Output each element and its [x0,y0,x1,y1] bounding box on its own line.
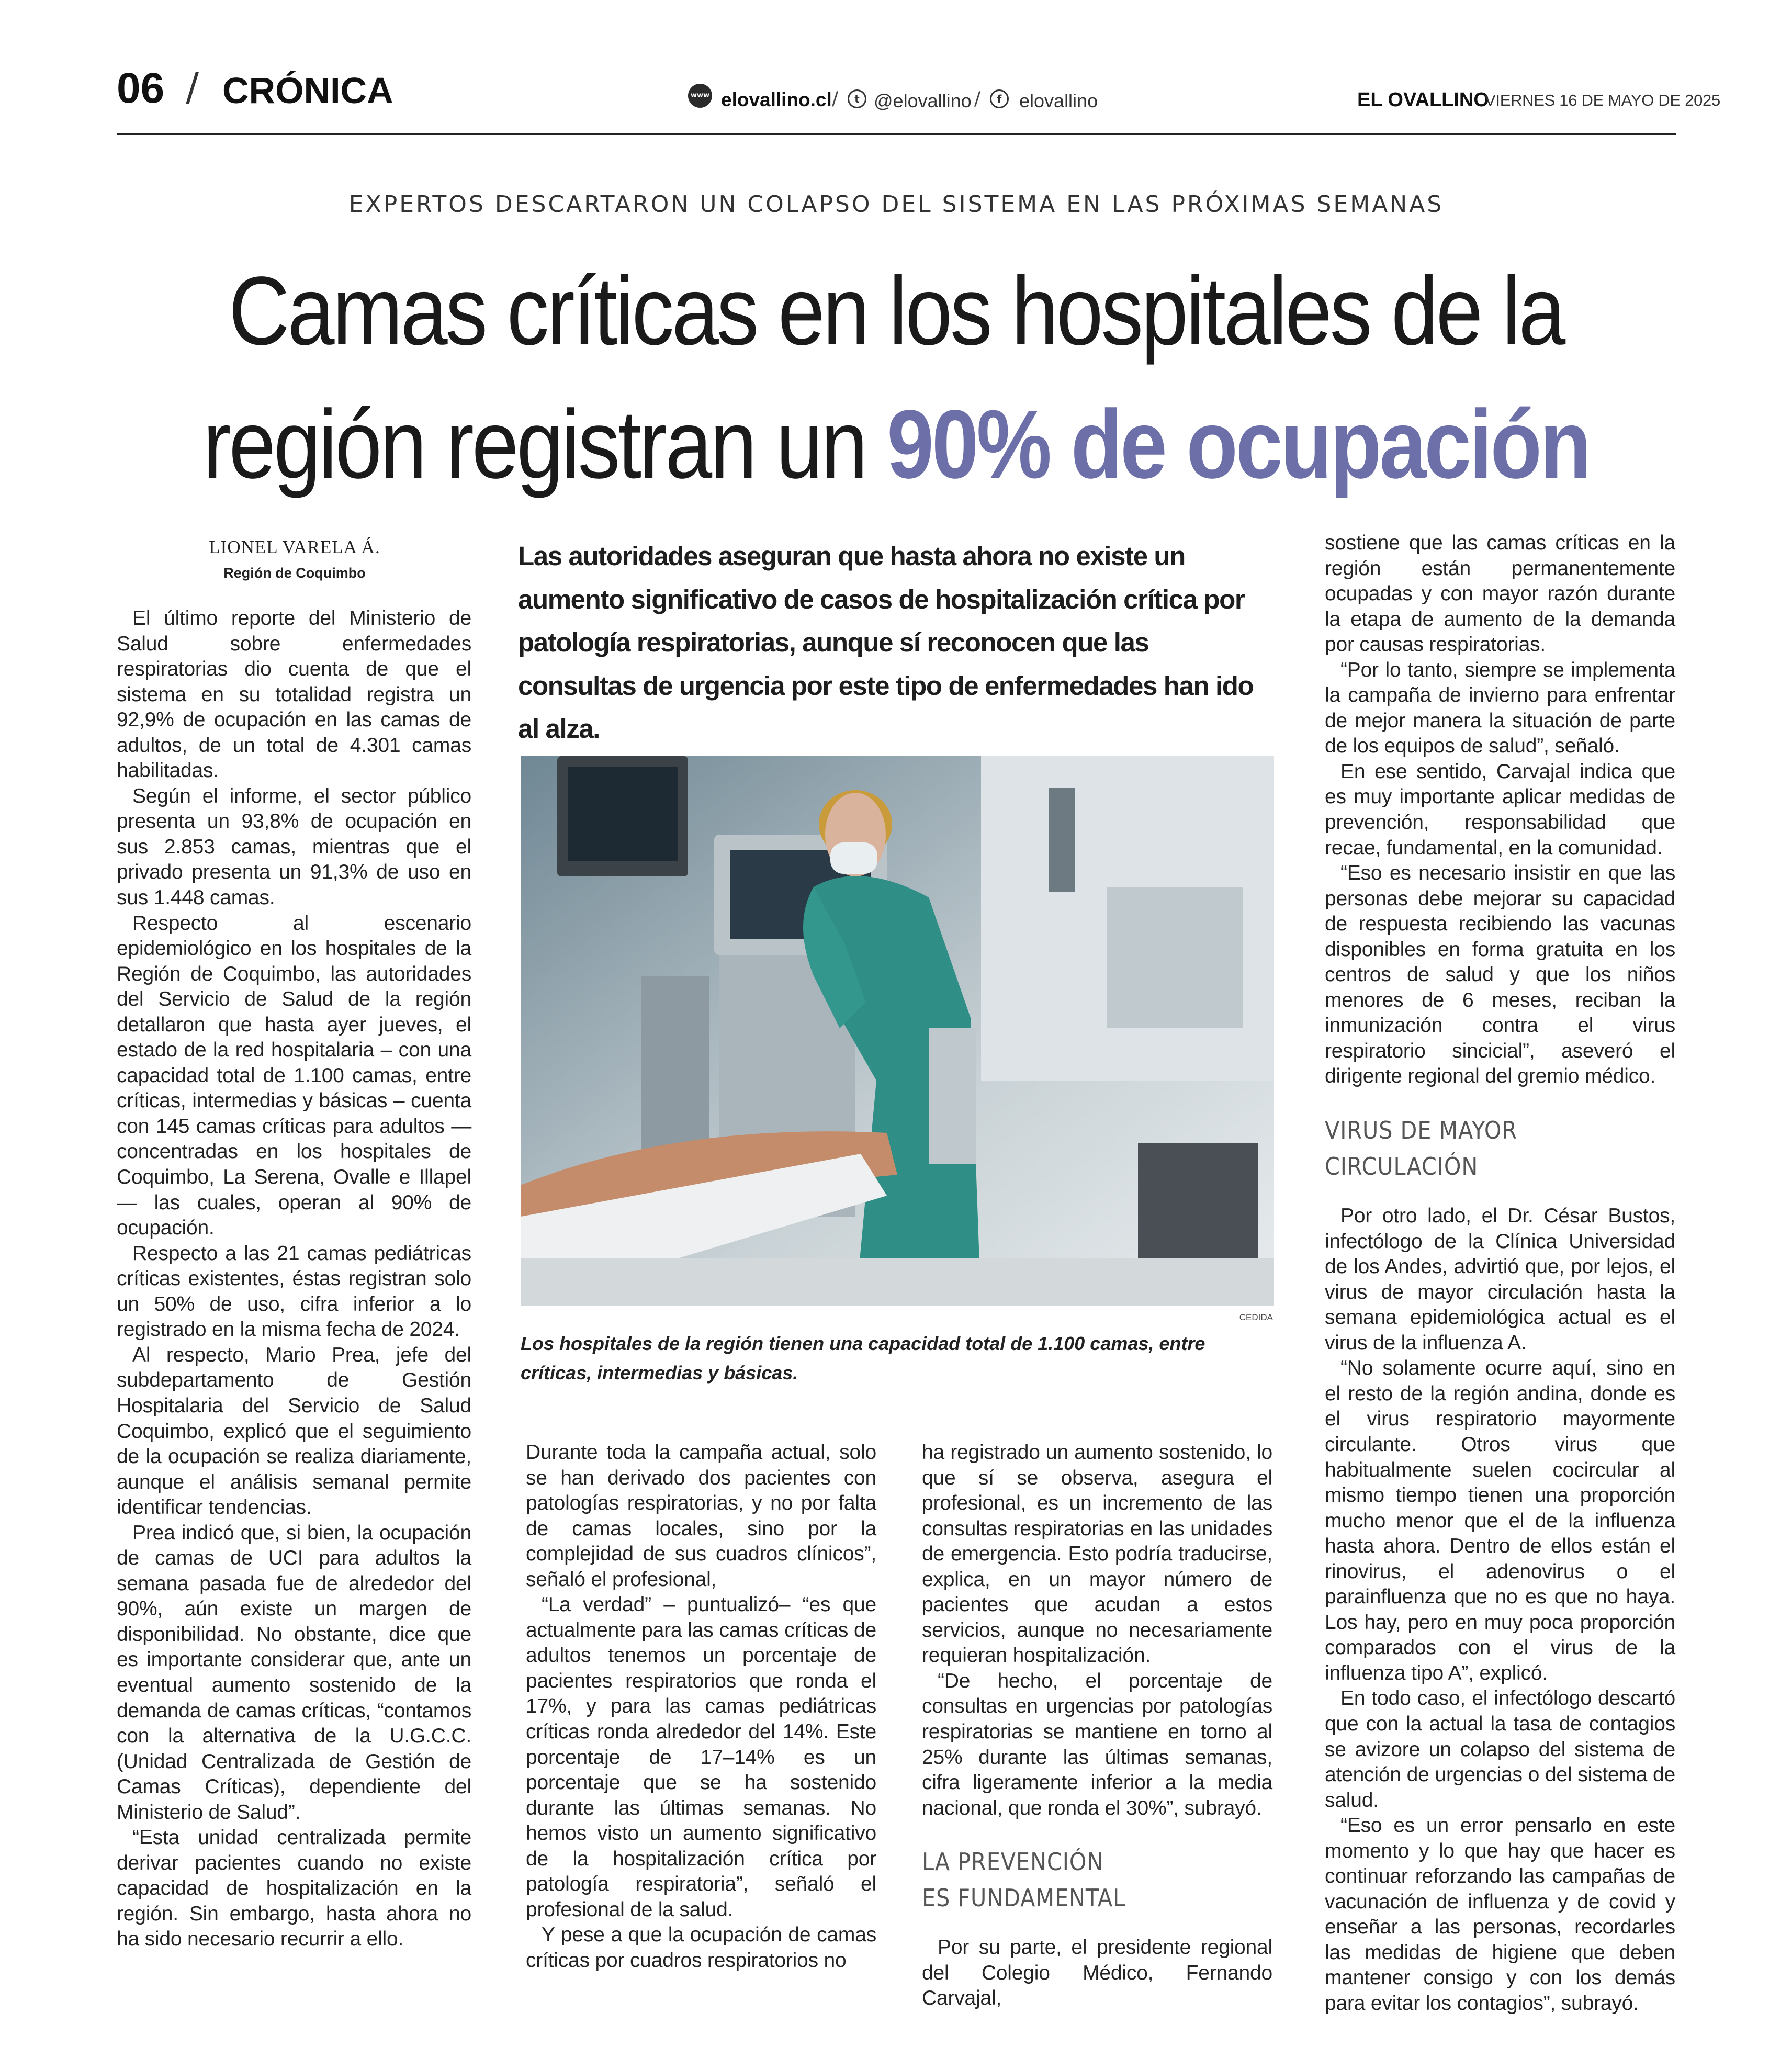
newspaper-name: EL OVALLINO [1357,89,1489,111]
paragraph: sostiene que las camas críticas en la región están permanentemente ocupadas y con mayor razón durante la etapa de aumento de la demanda por causas respiratorias. [1325,532,1675,656]
facebook-icon: f [990,89,1009,108]
divider-slash: / [186,65,199,110]
paragraph: “Eso es necesario insistir en que las personas debe mejorar su capacidad de respuesta recibiendo las vacunas disponibles en forma gratuita en los centros de salud y que los niños menores de 6 meses, reciban la inmunización contra el virus respiratorio sincicial”, aseveró el dirigente regional del gremio médico. [1325,862,1675,1088]
page-number: 06 [117,64,165,112]
column-1 [117,606,471,1952]
paragraph: “De hecho, el porcentaje de consultas en urgencias por patologías respiratorias se mantiene en torno al 25% durante las últimas semanas, cifra ligeramente inferior a la media nacional, que ronda el 30%”, subrayó. [922,1669,1272,1819]
paragraph: En todo caso, el infectólogo descartó que con la actual la tasa de contagios se avizore un colapso del sistema de atención de urgencias o del sistema de salud. [1325,1687,1675,1812]
photo-caption: Los hospitales de la región tienen una capacidad total de 1.100 camas, entre críticas, intermedias y básicas. [521,1333,1205,1384]
paragraph: En ese sentido, Carvajal indica que es muy importante aplicar medidas de prevención, responsabilidad que recae, fundamental, en la comunidad. [1325,760,1675,859]
paragraph: “Eso es un error pensarlo en este momento y lo que hay que hacer es continuar reforzando las campañas de vacunación de influenza y de covid y enseñar a las personas, recordarles las medidas de higiene que deben mantener consigo y con los demás para evitar los contagios”, subrayó. [1325,1814,1675,2015]
column-3 [922,1440,1272,2011]
article-photo [521,756,1274,1306]
paragraph: Al respecto, Mario Prea, jefe del subdepartamento de Gestión Hospitalaria del Servicio de Salud Coquimbo, explicó que el seguimiento de la ocupación se realiza diariamente, aunque el análisis semanal permite identificar tendencias. [117,1343,471,1519]
paragraph: Prea indicó que, si bien, la ocupación de camas de UCI para adultos la semana pasada fue de alrededor del 90%, aún existe un margen de disponibilidad. No obstante, dice que es importante considerar que, ante un eventual aumento sostenido de la demanda de camas críticas, “contamos con la alternativa de la U.G.C.C. (Unidad Centralizada de Gestión de Camas Críticas), dependiente del Ministerio de Salud”. [117,1521,471,1824]
paragraph: Respecto al escenario epidemiológico en los hospitales de la Región de Coquimbo, las autoridades del Servicio de Salud de la región detallaron que hasta ayer jueves, el estado de la red hospitalaria – con una capacidad total de 1.100 camas, entre críticas, intermedias y básicas – cuenta con 145 camas críticas para adultos —concentradas en los hospitales de Coquimbo, La Serena, Ovalle e Illapel— las cuales, operan al 90% de ocupación. [117,912,471,1240]
paragraph: Por su parte, el presidente regional del Colegio Médico, Fernando Carvajal, [922,1936,1272,2010]
paragraph: Y pese a que la ocupación de camas críticas por cuadros respiratorios no [526,1924,876,1972]
issue-date: VIERNES 16 DE MAYO DE 2025 [1485,91,1720,109]
paragraph: Durante toda la campaña actual, solo se han derivado dos pacientes con patologías respiratorias, y no por falta de camas locales, sino por la complejidad de sus cuadros clínicos”, señaló el profesional, [526,1441,876,1591]
column-4 [1325,531,1675,2017]
photo-credit: CEDIDA [1239,1312,1273,1322]
hospital-scene-image [521,756,1274,1306]
lead-paragraph: Las autoridades aseguran que hasta ahora no existe un aumento significativo de casos de hospitalización crítica por patología respiratorias, aunque sí reconocen que las consultas de urgencia por este tipo de enfermedades han ido al alza. [518,541,1254,744]
globe-icon: www [688,84,712,108]
paragraph: Según el informe, el sector público presenta un 93,8% de ocupación en sus 2.853 camas, mientras que el privado presenta un 91,3% de uso en sus 1.448 camas. [117,784,471,909]
subheading-prevention: LA PREVENCIÓN ES FUNDAMENTAL [922,1848,1126,1913]
column-2 [526,1440,876,1973]
twitter-link[interactable]: @elovallino [874,90,972,111]
kicker: EXPERTOS DESCARTARON UN COLAPSO DEL SISTEMA EN LAS PRÓXIMAS SEMANAS [348,191,1444,218]
headline-highlight: 90% de ocupación [887,390,1590,499]
byline-region: Región de Coquimbo [223,565,366,581]
facebook-link[interactable]: elovallino [1019,90,1098,111]
divider-slash: / [832,88,839,109]
twitter-icon: t [848,89,866,108]
website-link[interactable]: elovallino.cl [721,89,832,110]
header-rule [117,133,1676,135]
paragraph: “No solamente ocurre aquí, sino en el resto de la región andina, donde es el virus respiratorio mayormente circulante. Otros virus que habitualmente suelen cocircular al mismo tiempo tienen una proporción mucho menor que el de la influenza hasta ahora. Dentro de ellos están el rinovirus, el adenovirus o el parainfluenza que no es que no haya. Los hay, pero en muy poca proporción comparados con el virus de la influenza tipo A”, explicó. [1325,1357,1675,1684]
paragraph: ha registrado un aumento sostenido, lo que sí se observa, asegura el profesional, es un incremento de las consultas respiratorias en las unidades de emergencia. Esto podría traducirse, explica, en un mayor número de pacientes que acudan a estos servicios, aunque no necesariamente requieran hospitalización. [922,1441,1272,1667]
subheading-virus: VIRUS DE MAYOR CIRCULACIÓN [1325,1116,1518,1181]
section-title: CRÓNICA [222,70,393,111]
paragraph: “Esta unidad centralizada permite derivar pacientes cuando no existe capacidad de hospitalización en la región. Sin embargo, hasta ahora no ha sido necesario recurrir a ello. [117,1826,471,1951]
paragraph: El último reporte del Ministerio de Salud sobre enfermedades respiratorias dio cuenta de que el sistema en su totalidad registra un 92,9% de ocupación en las camas de adultos, de un total de 4.301 camas habilitadas. [117,607,471,782]
paragraph: “La verdad” – puntualizó– “es que actualmente para las camas críticas de adultos tenemos un porcentaje de pacientes respiratorios que ronda el 17%, y para las camas pediátricas críticas ronda alrededor del 14%. Este porcentaje de 17–14% es un porcentaje que se ha sostenido durante las últimas semanas. No hemos visto un aumento significativo de la hospitalización crítica por patología respiratoria”, señaló el profesional de la salud. [526,1593,876,1921]
headline-text: Camas críticas en los hospitales de la región registran un [202,257,1563,499]
divider-slash: / [974,88,981,109]
headline [185,245,1607,512]
paragraph: “Por lo tanto, siempre se implementa la campaña de invierno para enfrentar de mejor manera la situación de parte de los equipos de salud”, señaló. [1325,658,1675,758]
paragraph: Por otro lado, el Dr. César Bustos, infectólogo de la Clínica Universidad de los Andes, advirtió que, por lejos, el virus de mayor circulación hasta la semana epidemiológica actual es el virus de la influenza A. [1325,1205,1675,1354]
paragraph: Respecto a las 21 camas pediátricas críticas existentes, éstas registran solo un 50% de uso, cifra inferior a lo registrado en la misma fecha de 2024. [117,1242,471,1341]
byline-name: LIONEL VARELA Á. [209,537,380,557]
